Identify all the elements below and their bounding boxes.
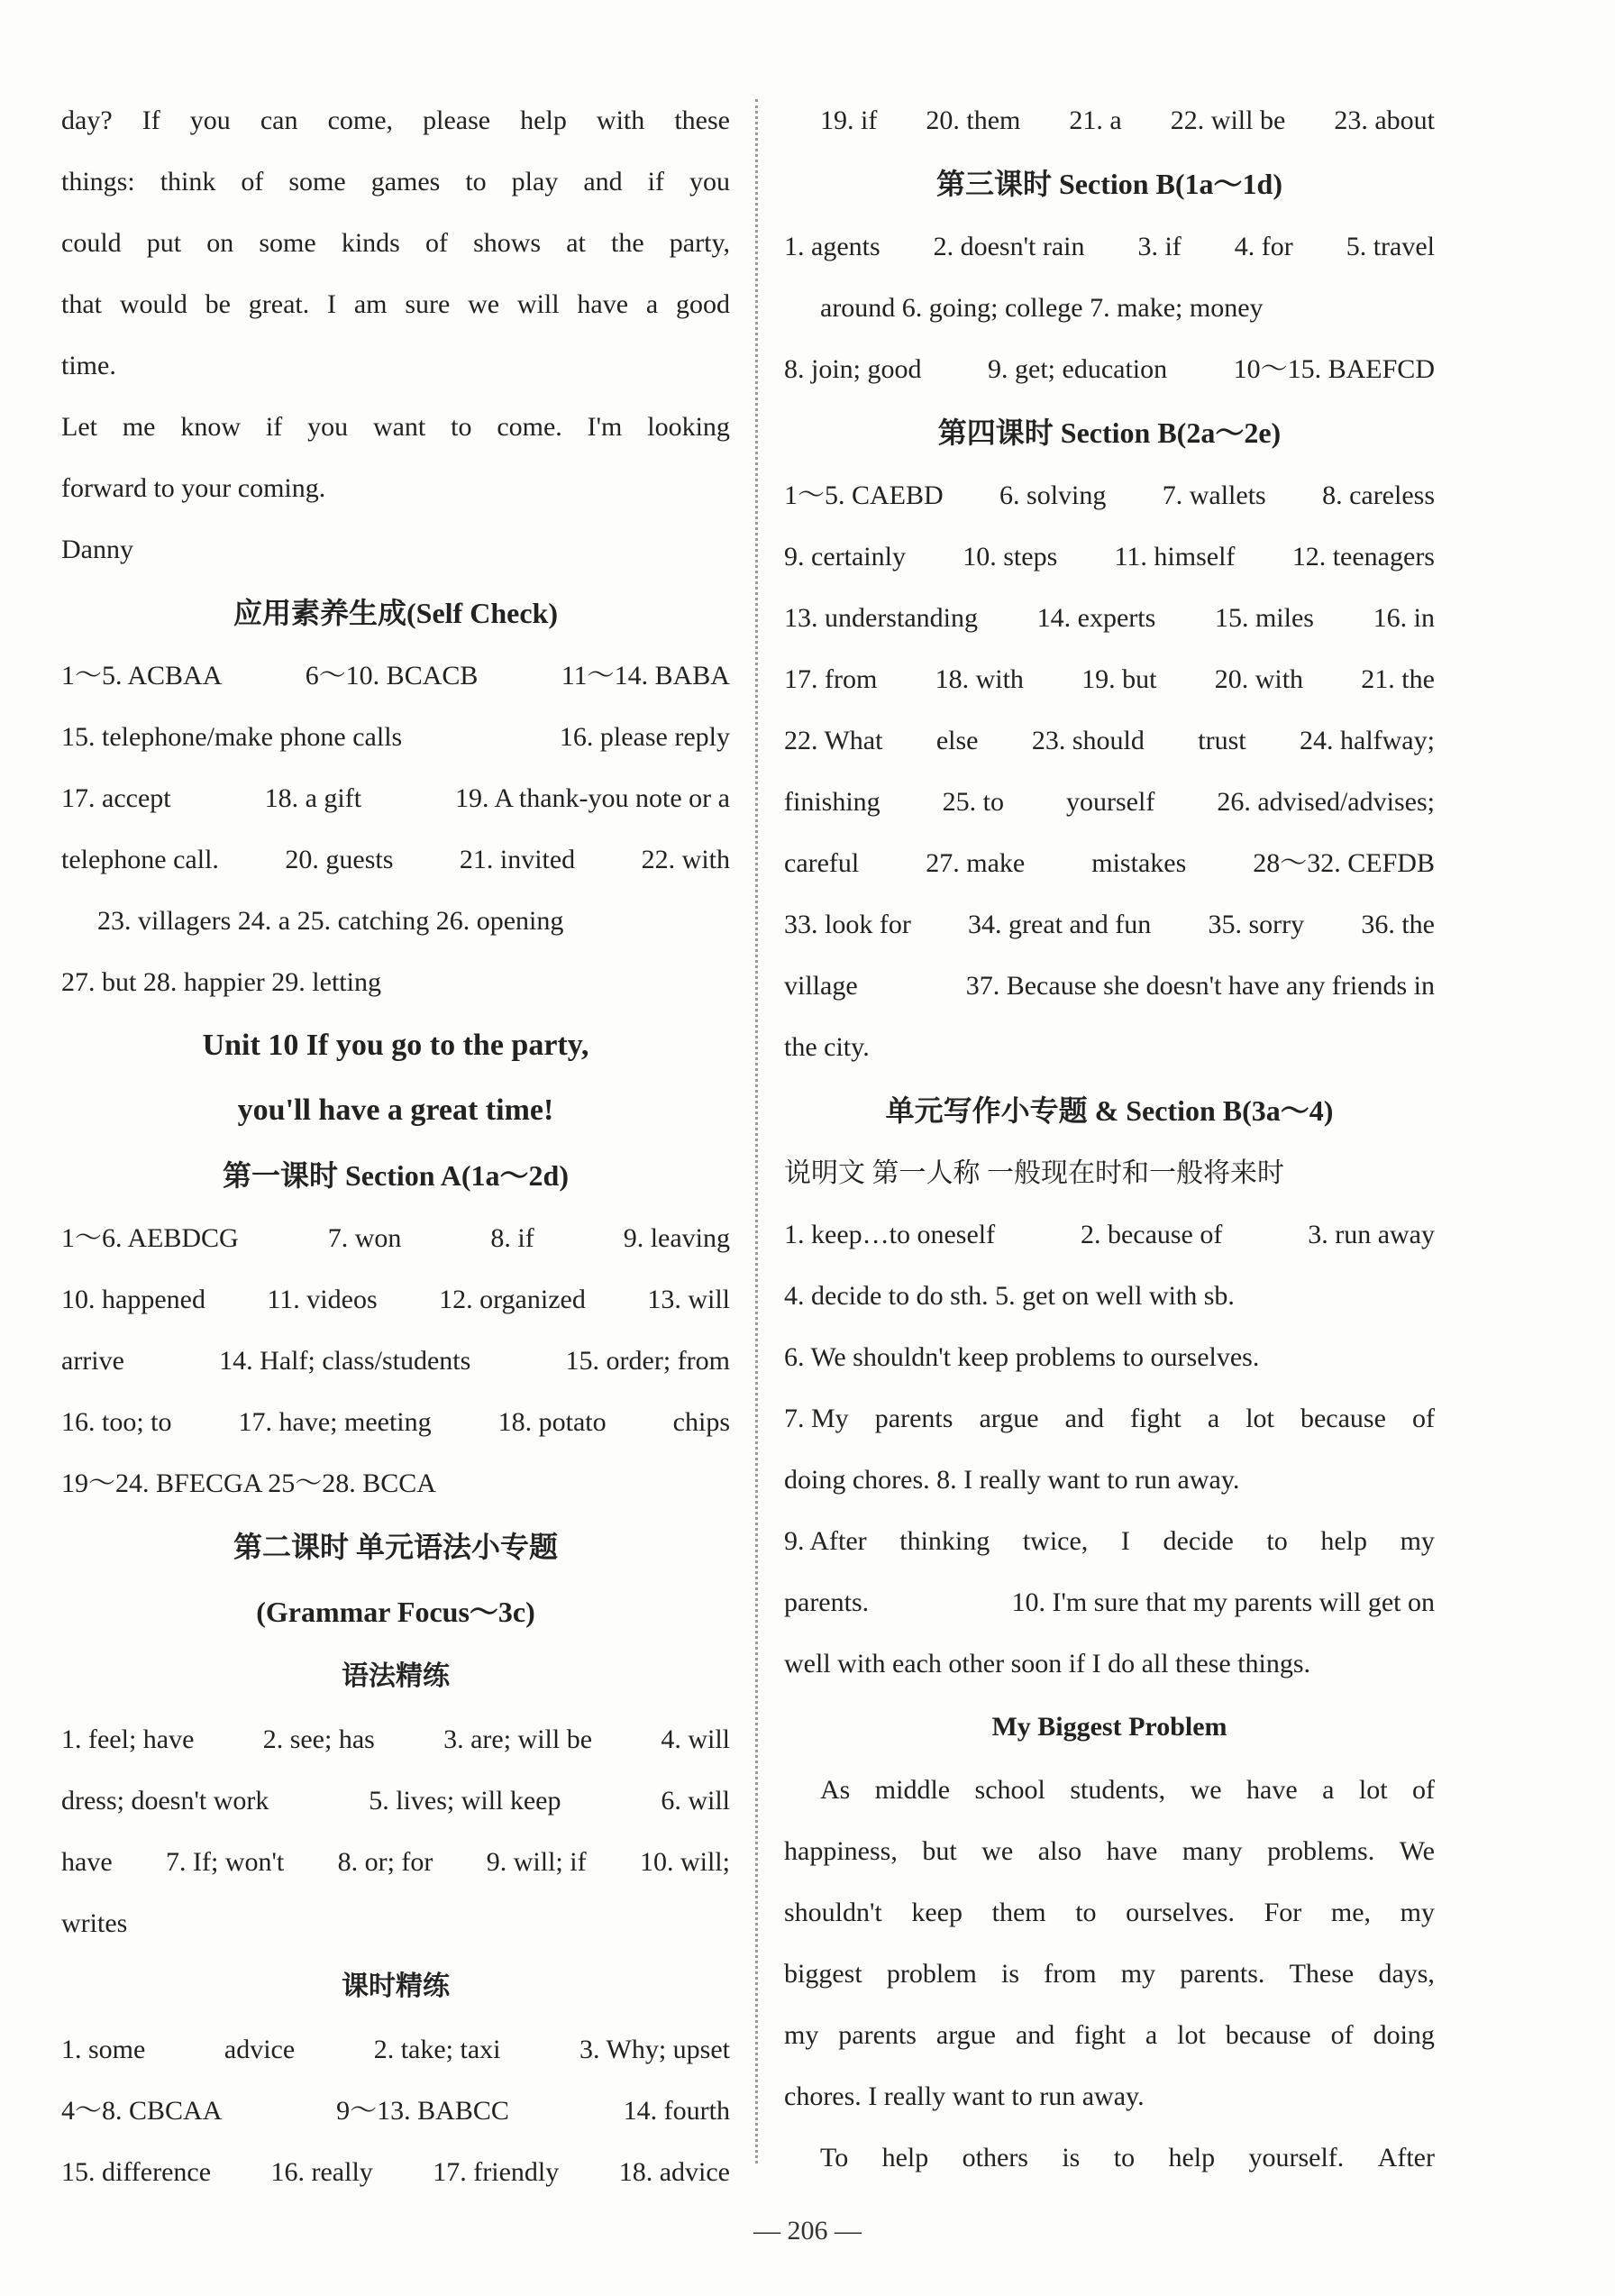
answer-row: 4. decide to do sth. 5. get on well with sb. — [784, 1281, 1235, 1311]
answer-item: 26. advised/advises; — [1217, 787, 1435, 817]
answer-item: have — [1106, 1836, 1158, 1866]
answer-row — [61, 1709, 730, 1770]
answer-item: to — [1266, 1526, 1288, 1556]
answer-item: 16. really — [270, 2157, 373, 2187]
answer-item: is — [1001, 1959, 1020, 1989]
answer-item: a — [1207, 1404, 1220, 1433]
answer-item: twice, — [1022, 1526, 1089, 1556]
answer-item: a — [1322, 1775, 1335, 1805]
answer-item: 8. if — [490, 1223, 534, 1253]
answer-item: 16. in — [1373, 603, 1435, 633]
answer-item: For — [1264, 1898, 1302, 1927]
answer-row — [61, 645, 730, 707]
answer-item: 17. accept — [61, 783, 171, 813]
answer-item: 22. will be — [1170, 105, 1286, 135]
answer-item: 21. invited — [459, 845, 576, 874]
lesson-heading: 第四课时 Section B(2a～2e) — [937, 416, 1282, 449]
answer-item: have — [1246, 1775, 1298, 1805]
answer-item: 15. miles — [1214, 603, 1314, 633]
answer-item: yourself. — [1248, 2143, 1345, 2173]
answer-item: telephone call. — [61, 845, 219, 874]
answer-row — [61, 2142, 730, 2203]
answer-item: lot — [1177, 2020, 1206, 2050]
answer-item: 11. videos — [267, 1285, 378, 1314]
signature: Danny — [61, 535, 133, 564]
essay-line: chores. I really want to run away. — [784, 2081, 1145, 2111]
answer-item: 35. sorry — [1208, 910, 1305, 939]
answer-item: else — [935, 726, 979, 755]
answer-item: 17. from — [784, 664, 878, 694]
unit-title: you'll have a great time! — [237, 1093, 554, 1127]
answer-item: 14. Half; class/students — [219, 1346, 471, 1376]
answer-item: and — [1064, 1404, 1104, 1433]
answer-item: fight — [1074, 2020, 1126, 2050]
answer-row — [784, 588, 1435, 649]
answer-item: 1. feel; have — [61, 1724, 195, 1754]
letter-line: time. — [61, 351, 116, 380]
answer-item: 20. with — [1214, 664, 1304, 694]
answer-item: 18. potato — [497, 1407, 607, 1437]
answer-item: my — [784, 2020, 819, 2050]
writing-type: 说明文 第一人称 一般现在时和一般将来时 — [784, 1158, 1284, 1188]
answer-item: 19. if — [820, 105, 878, 135]
answer-item: my — [1400, 1526, 1435, 1556]
answer-item: To — [820, 2143, 849, 2173]
answer-item: to — [1113, 2143, 1136, 2173]
answer-item: 4. for — [1234, 232, 1293, 261]
answer-item: decide — [1163, 1526, 1234, 1556]
answer-item: lot — [1358, 1775, 1388, 1805]
answer-item: 7. If; won't — [166, 1847, 285, 1877]
answer-item: problem — [886, 1959, 977, 1989]
answer-item: 23. about — [1334, 105, 1435, 135]
answer-item: 10. happened — [61, 1285, 205, 1314]
answer-item: of — [1411, 1404, 1435, 1433]
answer-item: because — [1225, 2020, 1311, 2050]
answer-item: 12. organized — [439, 1285, 586, 1314]
answer-item: of — [1411, 1775, 1435, 1805]
answer-item: but — [922, 1836, 957, 1866]
answer-item: we — [981, 1836, 1014, 1866]
answer-item: 28～32. CEFDB — [1253, 848, 1435, 878]
answer-item: 18. a gift — [264, 783, 362, 813]
answer-item: 3. run away — [1308, 1220, 1435, 1249]
answer-item: parents. — [784, 1587, 870, 1617]
answer-item: a — [1145, 2020, 1158, 2050]
answer-item: 9～13. BABCC — [336, 2096, 509, 2126]
answer-item: them — [991, 1898, 1046, 1927]
essay-line — [784, 2127, 1435, 2189]
answer-item: 8. join; good — [784, 354, 922, 384]
answer-item: we — [1190, 1775, 1222, 1805]
answer-item: from — [1044, 1959, 1097, 1989]
answer-item: 22. with — [641, 845, 730, 874]
answer-item: biggest — [784, 1959, 862, 1989]
answer-row — [784, 956, 1435, 1017]
section-label: 课时精练 — [342, 1971, 450, 2001]
answer-item: parents. — [1180, 1959, 1265, 1989]
answer-row: 19～24. BFECGA 25～28. BCCA — [61, 1468, 436, 1498]
answer-item: trust — [1198, 726, 1246, 755]
answer-row — [61, 1269, 730, 1331]
answer-item: 1. some — [61, 2035, 146, 2064]
answer-item: others — [962, 2143, 1028, 2173]
answer-item: 5. lives; will keep — [369, 1786, 561, 1816]
answer-row — [61, 1208, 730, 1269]
answer-item: 22. What — [784, 726, 883, 755]
answer-row — [61, 707, 730, 768]
answer-item: middle — [874, 1775, 951, 1805]
answer-item: 4. will — [661, 1724, 730, 1754]
answer-item: 7. My — [784, 1404, 849, 1433]
answer-item: 36. the — [1361, 910, 1435, 939]
letter-line: forward to your coming. — [61, 473, 326, 503]
writing-heading: 单元写作小专题 & Section B(3a～4) — [885, 1094, 1334, 1127]
answer-row — [784, 526, 1435, 588]
answer-item: 11. himself — [1114, 542, 1236, 572]
answer-row — [61, 1770, 730, 1832]
section-label: 语法精练 — [342, 1661, 450, 1691]
self-check-heading: 应用素养生成(Self Check) — [233, 597, 558, 629]
answer-row: 23. villagers 24. a 25. catching 26. opening — [97, 906, 564, 936]
answer-item: 2. take; taxi — [373, 2035, 501, 2064]
answer-item: happiness, — [784, 1836, 898, 1866]
answer-item: fight — [1130, 1404, 1182, 1433]
answer-item: mistakes — [1091, 848, 1187, 878]
answer-item: 10. steps — [963, 542, 1058, 572]
answer-item: 9. will; if — [486, 1847, 587, 1877]
answer-item: 7. won — [327, 1223, 402, 1253]
answer-item: problems. — [1267, 1836, 1375, 1866]
answer-row — [784, 1511, 1435, 1572]
answer-item: I — [1120, 1526, 1130, 1556]
answer-row — [784, 649, 1435, 710]
answer-item: 14. experts — [1036, 603, 1156, 633]
answer-item: 1. keep…to oneself — [784, 1220, 996, 1249]
letter-line: could put on some kinds of shows at the party, — [61, 228, 730, 258]
answer-item: 1～6. AEBDCG — [61, 1223, 239, 1253]
answer-row — [784, 1388, 1435, 1450]
answer-item: 9. certainly — [784, 542, 906, 572]
answer-item: 25. to — [942, 787, 1005, 817]
answer-item: After — [1377, 2143, 1435, 2173]
answer-item: 15. telephone/make phone calls — [61, 722, 403, 752]
answer-item: argue — [979, 1404, 1039, 1433]
column-divider — [755, 99, 758, 2163]
answer-item: 4～8. CBCAA — [61, 2096, 223, 2126]
answer-item: 21. the — [1361, 664, 1435, 694]
answer-item: 6. will — [661, 1786, 730, 1816]
letter-line: day? If you can come, please help with these — [61, 105, 730, 135]
answer-item: 2. doesn't rain — [933, 232, 1085, 261]
answer-item: 2. because of — [1080, 1220, 1223, 1249]
answer-item: 12. teenagers — [1291, 542, 1435, 572]
answer-item: 3. are; will be — [443, 1724, 593, 1754]
answer-row — [61, 1331, 730, 1392]
answer-item: and — [1015, 2020, 1055, 2050]
answer-item: 7. wallets — [1162, 480, 1266, 510]
answer-row — [61, 1832, 730, 1893]
answer-item: village — [784, 971, 858, 1001]
answer-item: thinking — [899, 1526, 990, 1556]
answer-item: 14. fourth — [623, 2096, 730, 2126]
answer-item: 37. Because she doesn't have any friends in — [965, 971, 1435, 1001]
answer-item: help — [1168, 2143, 1216, 2173]
answer-item: 6. solving — [999, 480, 1107, 510]
answer-item: We — [1399, 1836, 1435, 1866]
answer-item: 15. difference — [61, 2157, 212, 2187]
answer-item: 8. careless — [1322, 480, 1435, 510]
answer-row — [784, 1572, 1435, 1633]
answer-row: the city. — [784, 1032, 870, 1062]
answer-row — [784, 465, 1435, 526]
answer-item: 16. please reply — [559, 722, 730, 752]
answer-item: students, — [1070, 1775, 1166, 1805]
answer-item: parents — [874, 1404, 953, 1433]
essay-line — [784, 1821, 1435, 1882]
answer-item: 10～15. BAEFCD — [1233, 354, 1435, 384]
answer-row — [784, 833, 1435, 894]
answer-row: writes — [61, 1908, 128, 1938]
answer-item: As — [820, 1775, 851, 1805]
answer-item: 20. guests — [285, 845, 394, 874]
answer-item: help — [881, 2143, 929, 2173]
answer-row: around 6. going; college 7. make; money — [820, 293, 1264, 323]
answer-row — [784, 339, 1435, 400]
answer-item: 23. should — [1031, 726, 1145, 755]
lesson-heading: 第三课时 Section B(1a～1d) — [935, 168, 1282, 200]
answer-item: 1～5. ACBAA — [61, 661, 223, 691]
answer-row — [784, 894, 1435, 956]
answer-item: 3. if — [1137, 232, 1182, 261]
answer-item: chips — [672, 1407, 730, 1437]
letter-line: things: think of some games to play and if you — [61, 167, 730, 197]
answer-item: finishing — [784, 787, 880, 817]
answer-item: many — [1182, 1836, 1243, 1866]
answer-item: keep — [911, 1898, 963, 1927]
answer-item: 1～5. CAEBD — [784, 480, 944, 510]
answer-item: is — [1062, 2143, 1081, 2173]
answer-row: 27. but 28. happier 29. letting — [61, 967, 381, 997]
answer-item: 18. with — [935, 664, 1024, 694]
answer-item: 9. get; education — [988, 354, 1168, 384]
answer-item: 24. halfway; — [1300, 726, 1435, 755]
letter-line: that would be great. I am sure we will have a good — [61, 289, 730, 319]
answer-item: dress; doesn't work — [61, 1786, 269, 1816]
answer-item: 19. but — [1081, 664, 1157, 694]
answer-item: careful — [784, 848, 860, 878]
answer-item: 17. friendly — [433, 2157, 560, 2187]
answer-item: 11～14. BABA — [561, 661, 730, 691]
answer-row — [61, 768, 730, 829]
answer-item: 18. advice — [618, 2157, 730, 2187]
answer-item: of — [1330, 2020, 1354, 2050]
answer-item: advice — [224, 2035, 296, 2064]
answer-row — [784, 772, 1435, 833]
answer-item: help — [1320, 1526, 1367, 1556]
answer-item: also — [1037, 1836, 1082, 1866]
answer-item: 8. or; for — [337, 1847, 433, 1877]
unit-title: Unit 10 If you go to the party, — [202, 1029, 589, 1062]
answer-item: ourselves. — [1126, 1898, 1235, 1927]
answer-item: 10. I'm sure that my parents will get on — [1011, 1587, 1435, 1617]
answer-item: yourself — [1066, 787, 1155, 817]
answer-item: lot — [1245, 1404, 1274, 1433]
answer-item: 13. understanding — [784, 603, 978, 633]
answer-item: 21. a — [1069, 105, 1122, 135]
answer-item: days, — [1378, 1959, 1435, 1989]
essay-line — [784, 1882, 1435, 1944]
answer-item: parents — [838, 2020, 917, 2050]
answer-item: doing — [1373, 2020, 1435, 2050]
answer-row — [61, 1392, 730, 1453]
essay-title: My Biggest Problem — [991, 1712, 1227, 1742]
answer-item: to — [1075, 1898, 1097, 1927]
answer-row — [61, 829, 730, 891]
answer-item: 17. have; meeting — [238, 1407, 432, 1437]
right-column — [784, 90, 1435, 2189]
answer-row — [61, 2019, 730, 2081]
answer-item: argue — [935, 2020, 996, 2050]
answer-row: well with each other soon if I do all these things. — [784, 1649, 1311, 1679]
essay-line — [784, 1760, 1435, 1821]
essay-line — [784, 2005, 1435, 2066]
answer-item: 10. will; — [639, 1847, 730, 1877]
answer-item: my — [1120, 1959, 1156, 1989]
answer-row: doing chores. 8. I really want to run away. — [784, 1465, 1240, 1495]
answer-row — [784, 1204, 1435, 1266]
essay-line — [784, 1944, 1435, 2005]
answer-item: 2. see; has — [262, 1724, 375, 1754]
answer-item: 20. them — [926, 105, 1021, 135]
answer-item: 16. too; to — [61, 1407, 172, 1437]
answer-item: 19. A thank-you note or a — [455, 783, 730, 813]
answer-item: 34. great and fun — [968, 910, 1152, 939]
answer-item: 13. will — [647, 1285, 730, 1314]
answer-item: my — [1400, 1898, 1435, 1927]
answer-row — [61, 2081, 730, 2142]
answer-item: shouldn't — [784, 1898, 882, 1927]
left-column — [61, 90, 730, 2203]
answer-row: 6. We shouldn't keep problems to ourselves. — [784, 1342, 1260, 1372]
answer-item: me, — [1330, 1898, 1372, 1927]
answer-item: school — [974, 1775, 1045, 1805]
answer-item: have — [61, 1847, 113, 1877]
answer-item: arrive — [61, 1346, 124, 1376]
answer-item: 33. look for — [784, 910, 911, 939]
answer-item: 6～10. BCACB — [305, 661, 479, 691]
lesson-heading: 第二课时 单元语法小专题 — [233, 1531, 558, 1563]
lesson-heading: 第一课时 Section A(1a～2d) — [222, 1159, 569, 1192]
lesson-subheading: (Grammar Focus～3c) — [256, 1596, 535, 1628]
answer-item: 27. make — [926, 848, 1026, 878]
answer-item: These — [1289, 1959, 1355, 1989]
answer-item: 3. Why; upset — [579, 2035, 730, 2064]
answer-item: 15. order; from — [565, 1346, 730, 1376]
answer-row — [784, 710, 1435, 772]
answer-row — [784, 90, 1435, 151]
answer-item: 1. agents — [784, 232, 880, 261]
answer-item: 9. After — [784, 1526, 867, 1556]
letter-line: Let me know if you want to come. I'm looking — [61, 412, 730, 442]
answer-item: 5. travel — [1346, 232, 1435, 261]
answer-row — [784, 216, 1435, 278]
page-number: — 206 — — [753, 2216, 862, 2246]
answer-item: 9. leaving — [623, 1223, 730, 1253]
answer-item: because — [1300, 1404, 1386, 1433]
